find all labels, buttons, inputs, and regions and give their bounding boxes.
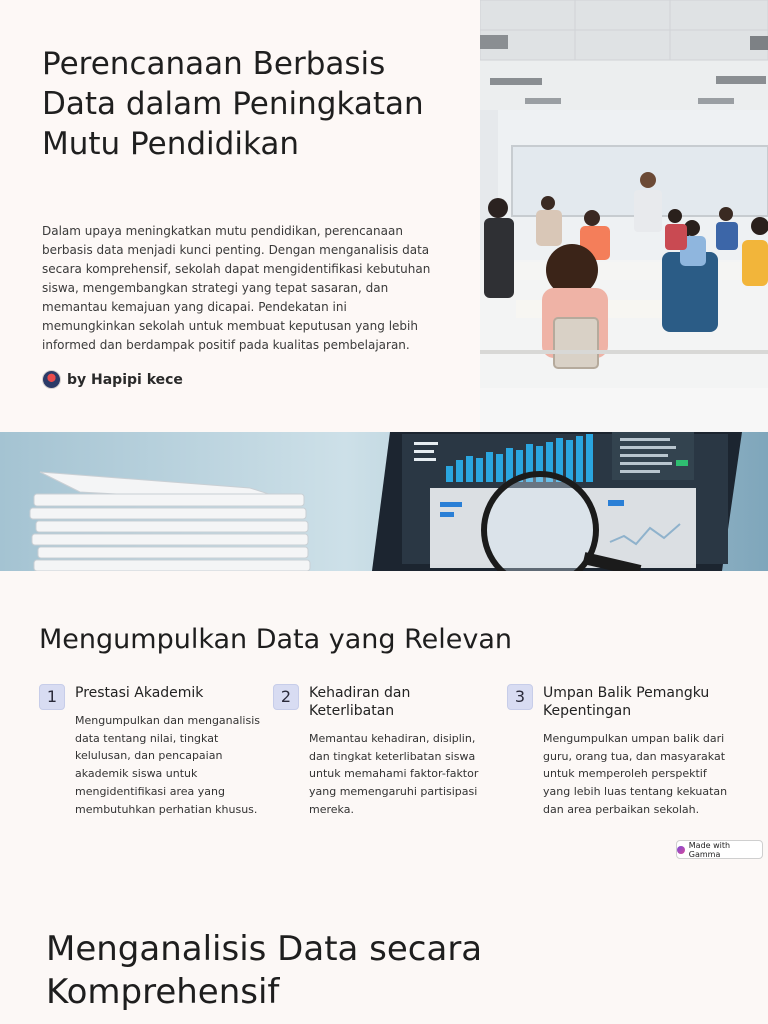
item-body: Memantau kehadiran, disiplin, dan tingkat keterlibatan siswa untuk memahami faktor-faktor yang memengaruhi partisipasi mereka.	[309, 732, 479, 816]
section-title-analyze-data: Menganalisis Data secara Komprehensif	[46, 929, 483, 1012]
hero-title: Perencanaan Berbasis Data dalam Peningkatan Mutu Pendidikan	[42, 46, 424, 162]
banner-bar	[466, 456, 473, 482]
section-title-collect-data: Mengumpulkan Data yang Relevan	[39, 624, 513, 655]
banner-bar	[496, 454, 503, 482]
gamma-logo-icon	[677, 846, 685, 854]
banner-bar	[576, 436, 583, 482]
step-number: 3	[507, 684, 533, 710]
step-number: 2	[273, 684, 299, 710]
banner-bar	[476, 458, 483, 482]
made-with-gamma-badge[interactable]	[676, 840, 763, 859]
item-body: Mengumpulkan dan menganalisis data tentang nilai, tingkat kelulusan, dan pencapaian akademik siswa untuk mengidentifikasi area yang membutuhkan perhatian khusus.	[75, 714, 261, 816]
banner-bar	[566, 440, 573, 482]
item-body: Mengumpulkan umpan balik dari guru, orang tua, dan masyarakat untuk memperoleh perspektif yang lebih luas tentang kekuatan dan area perbaikan sekolah.	[543, 732, 728, 816]
banner-illustration	[0, 432, 768, 571]
banner-bar	[446, 466, 453, 482]
item-heading: Umpan Balik Pemangku Kepentingan	[543, 685, 710, 719]
avatar	[42, 370, 61, 389]
badge-label: Made with Gamma	[688, 840, 731, 859]
classroom-illustration	[480, 0, 768, 432]
banner-bar	[586, 434, 593, 482]
hero-description: Dalam upaya meningkatkan mutu pendidikan, perencanaan berbasis data menjadi kunci penting. Dengan menganalisis data secara komprehensif, sekolah dapat mengidentifikasi kebutuhan siswa, mengembangkan strategi yang tepat sasaran, dan memantau kemajuan yang dicapai. Pendekatan ini memungkinkan sekolah untuk membuat keputusan yang lebih informed dan berdampak positif pada kualitas pembelajaran.	[42, 224, 431, 352]
data-analysis-banner-image	[0, 432, 768, 571]
banner-bar	[506, 448, 513, 482]
step-number: 1	[39, 684, 65, 710]
item-heading: Prestasi Akademik	[75, 685, 204, 701]
banner-bar	[486, 452, 493, 482]
author-byline[interactable]	[42, 370, 183, 389]
author-name: by Hapipi kece	[67, 371, 183, 388]
item-heading: Kehadiran dan Keterlibatan	[309, 685, 411, 719]
banner-bar	[456, 460, 463, 482]
classroom-image	[480, 0, 768, 432]
